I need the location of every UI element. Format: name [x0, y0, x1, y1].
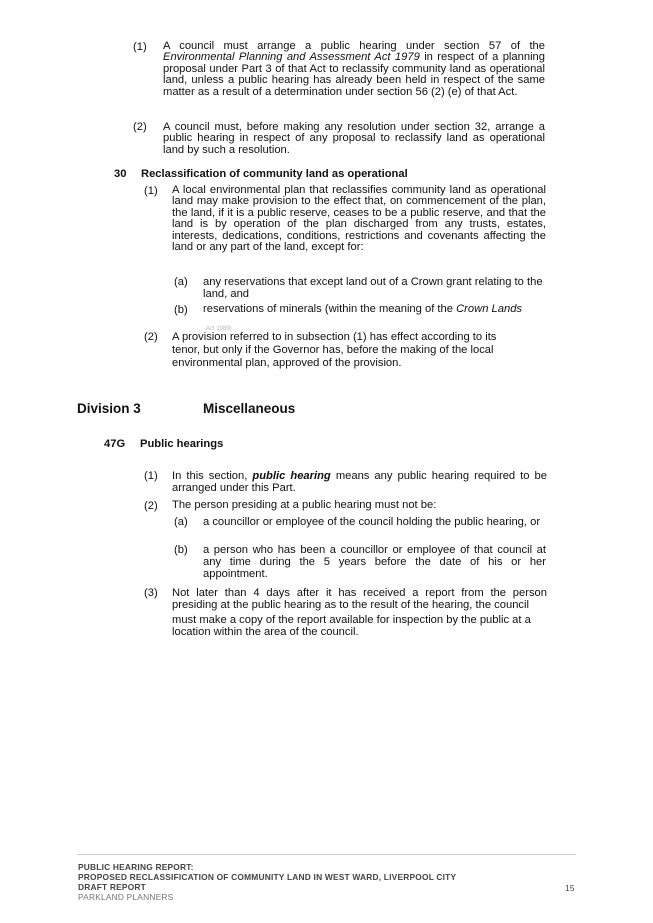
s30-number: 30 — [114, 168, 127, 180]
s47g-p2-number: (2) — [144, 500, 158, 512]
s47g-p1-number: (1) — [144, 470, 158, 482]
footer-report-subtitle: PROPOSED RECLASSIFICATION OF COMMUNITY LAND IN WEST WARD, LIVERPOOL CITY — [78, 872, 457, 882]
s47g-number: 47G — [104, 438, 126, 450]
s30-b-text-start: reservations of minerals (within the meaning of the — [203, 303, 457, 315]
s47g-p3-text-part1: Not later than 4 days after it has received a report from the person presiding at the public hearing as to the result of the hearing, the council — [172, 587, 547, 611]
s47g-p1-text — [172, 470, 547, 494]
s47g-p2-text: The person presiding at a public hearing must not be: — [172, 499, 437, 511]
s30-b-clipped-fragment: Act 1989). — [206, 326, 234, 332]
s30-p2-text: A provision referred to in subsection (1) has effect according to its tenor, but only if the Governor has, before the making of the local environmental plan, approved of the provision. — [172, 331, 497, 370]
s57-p1-text — [163, 41, 545, 98]
s57-p2-text: A council must, before making any resolution under section 32, arrange a public hearing in respect of any proposal to reclassify land as operational land by such a resolution. — [163, 121, 545, 156]
s47g-p3-text-part2: must make a copy of the report available for inspection by the public at a location within the area of the council. — [172, 614, 531, 638]
s47g-defined-term: public hearing — [252, 470, 331, 482]
footer-author: PARKLAND PLANNERS — [78, 892, 174, 902]
s47g-b-label: (b) — [174, 544, 188, 556]
page-number: 15 — [565, 883, 575, 893]
footer-block — [78, 862, 456, 902]
s30-b-text — [203, 304, 546, 315]
s57-p2-number: (2) — [133, 121, 147, 133]
s57-p1-text-start: A council must arrange a public hearing under section 57 of the — [163, 40, 545, 52]
s57-act-title: Environmental Planning and Assessment Act 1979 — [163, 51, 420, 64]
footer-report-title: PUBLIC HEARING REPORT: — [78, 862, 194, 872]
s47g-a-text: a councillor or employee of the council holding the public hearing, or — [203, 516, 541, 528]
s30-b-italic: Crown Lands — [456, 303, 523, 315]
s30-a-text: any reservations that except land out of a Crown grant relating to the land, and — [203, 276, 543, 300]
s30-p1-text: A local environmental plan that reclassifies community land as operational land may make provision to the effect that, on commencement of the plan, the land, if it is a public reserve, ceases to be a public reserve, and that the land is by operation of the plan discharged from any trusts, estates, interests, dedications, conditions, restrictions and covenants affecting the land or any part of the land, except for: — [172, 184, 546, 254]
footer-draft-label: DRAFT REPORT — [78, 882, 147, 892]
s47g-p1-text-end: means any public hearing required to be arranged under this Part. — [172, 470, 547, 494]
s30-b-label: (b) — [174, 304, 188, 316]
s30-p2-number: (2) — [144, 331, 158, 343]
s30-a-label: (a) — [174, 276, 188, 288]
division-label: Division 3 — [77, 401, 141, 416]
s47g-p3-number: (3) — [144, 587, 158, 599]
s57-p1-text-end: in respect of a planning proposal under Part 3 of that Act to reclassify community land as operational land, unless a public hearing has already been held in respect of the same matter as a result of a determination under section 56 (2) (e) of that Act. — [163, 51, 545, 98]
s30-heading: Reclassification of community land as operational — [141, 168, 408, 180]
s47g-p1-text-start: In this section, — [172, 470, 253, 482]
s57-p1-number: (1) — [133, 41, 147, 53]
s47g-b-text: a person who has been a councillor or employee of that council at any time during the 5 years before the date of his or her appointment. — [203, 544, 546, 580]
footer-divider — [77, 854, 576, 855]
s47g-heading: Public hearings — [140, 438, 224, 450]
s30-p1-number: (1) — [144, 185, 158, 197]
s47g-a-label: (a) — [174, 516, 188, 528]
division-title: Miscellaneous — [203, 401, 296, 416]
